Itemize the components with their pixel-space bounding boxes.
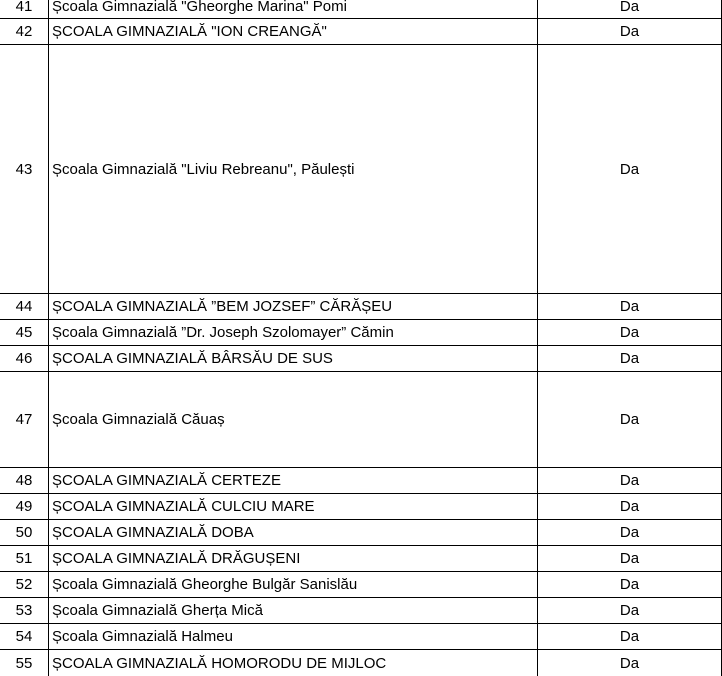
school-name [48,294,537,319]
school-name [48,572,537,597]
row-value: Da [537,598,722,623]
row-value: Da [537,520,722,545]
row-value: Da [537,372,722,467]
school-name [48,346,537,371]
table-row [0,45,722,294]
school-name [48,45,537,293]
row-number: 54 [15,628,33,645]
school-name-text: Școala Gimnazială Căuaș [52,411,225,428]
row-value: Da [537,320,722,345]
table-row [0,650,722,676]
row-value: Da [537,624,722,649]
school-name [48,598,537,623]
row-number: 43 [15,160,33,178]
row-number: 52 [15,576,33,593]
table-row [0,598,722,624]
school-name-text: ȘCOALA GIMNAZIALĂ DOBA [52,524,254,541]
school-name-text: Școala Gimnazială Gherța Mică [52,602,263,619]
row-number: 53 [15,602,33,619]
school-name-text: Școala Gimnazială Halmeu [52,628,233,645]
school-name-text: ȘCOALA GIMNAZIALĂ BÂRSĂU DE SUS [52,350,333,367]
row-value: Da [537,45,722,293]
school-name [48,624,537,649]
table-row [0,0,722,19]
school-name-text: ȘCOALA GIMNAZIALĂ ”BEM JOZSEF” CĂRĂȘEU [52,298,393,315]
school-name [48,520,537,545]
table-row [0,546,722,572]
school-name-text: Școala Gimnazială Gheorghe Bulgăr Sanislău [52,576,358,593]
row-number: 50 [15,524,33,541]
school-name [48,468,537,493]
school-name-text: Școala Gimnazială "Gheorghe Marina" Pomi [52,0,347,15]
school-name [48,650,537,676]
row-number: 51 [15,550,33,567]
row-number: 41 [15,0,33,15]
row-number: 47 [15,411,33,428]
row-number: 44 [15,298,33,315]
row-value: Da [537,294,722,319]
school-name [48,19,537,44]
row-value: Da [537,650,722,676]
table-row [0,346,722,372]
table-row [0,494,722,520]
row-number: 49 [15,498,33,515]
row-value: Da [537,494,722,519]
school-name-text: ȘCOALA GIMNAZIALĂ HOMORODU DE MIJLOC [52,654,387,672]
row-value: Da [537,468,722,493]
row-number: 46 [15,350,33,367]
table-row [0,572,722,598]
row-number: 45 [15,324,33,341]
table-row [0,520,722,546]
row-number: 42 [15,23,33,40]
school-name-text: ȘCOALA GIMNAZIALĂ CERTEZE [52,472,281,489]
school-name [48,494,537,519]
table-row [0,624,722,650]
row-number: 55 [15,654,33,672]
table-row [0,19,722,45]
row-value: Da [537,572,722,597]
school-name-text: ȘCOALA GIMNAZIALĂ CULCIU MARE [52,498,315,515]
school-name [48,546,537,571]
row-value: Da [537,346,722,371]
table-row [0,372,722,468]
school-name-text: ȘCOALA GIMNAZIALĂ "ION CREANGĂ" [52,23,327,40]
school-name [48,372,537,467]
row-number: 48 [15,472,33,489]
table-row [0,468,722,494]
table-row [0,294,722,320]
row-value: Da [537,19,722,44]
school-name [48,0,537,18]
school-name-text: ȘCOALA GIMNAZIALĂ DRĂGUȘENI [52,550,301,567]
row-value: Da [537,0,722,18]
school-name-text: Școala Gimnazială ”Dr. Joseph Szolomayer” Cămin [52,324,394,341]
school-name [48,320,537,345]
school-name-text: Școala Gimnazială "Liviu Rebreanu", Păulești [52,160,355,178]
table-row [0,320,722,346]
row-value: Da [537,546,722,571]
